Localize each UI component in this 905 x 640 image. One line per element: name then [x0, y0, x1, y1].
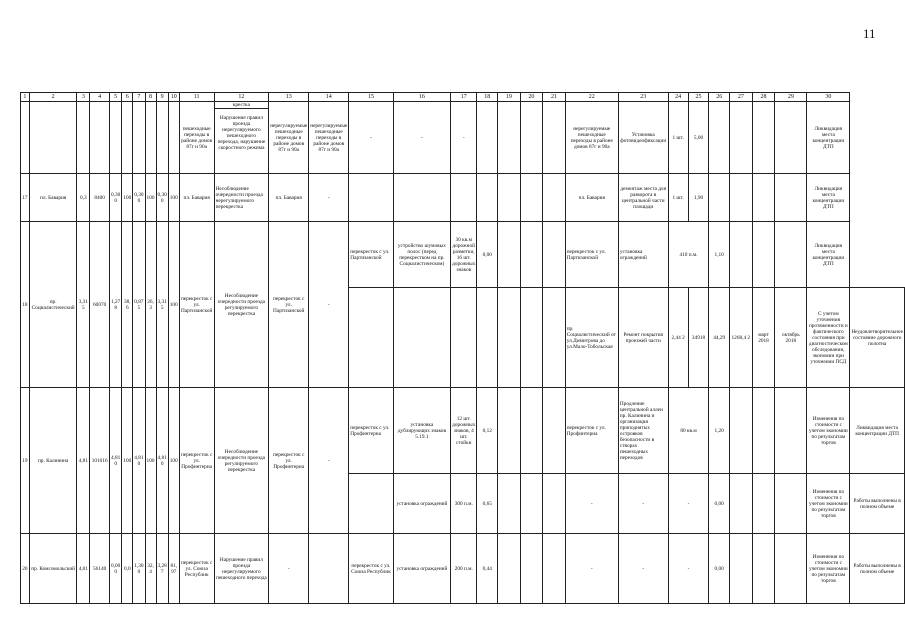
cell-cost: 0,44: [477, 534, 498, 604]
column-number: 27: [729, 93, 752, 102]
column-number: 13: [269, 93, 309, 102]
cell-value: 4,81 0: [133, 388, 145, 534]
cell-value: 0,3: [77, 174, 90, 222]
column-number: 22: [565, 93, 618, 102]
cell-value: 100: [122, 174, 133, 222]
column-number: 8: [145, 93, 156, 102]
cell-date: март 2018: [752, 288, 775, 388]
cell-measure: -: [618, 474, 668, 534]
column-number: 12: [214, 93, 269, 102]
cell-measure: Ремонт покрытия проезжей части: [618, 288, 668, 388]
cell-value: 100: [145, 388, 156, 534]
column-number: 17: [451, 93, 477, 102]
cell-location: пл. Бавария: [565, 174, 618, 222]
cell-value: -: [309, 174, 349, 222]
cell-location: перекресток с ул. Профинтерна: [349, 388, 393, 474]
cell-location: перекресток с ул. Профинтерна: [269, 388, 309, 534]
cell-cost: 1,10: [709, 222, 730, 288]
column-number: 18: [477, 93, 498, 102]
row-number: 19: [21, 388, 30, 534]
cell-measure: установка ограждений: [618, 222, 668, 288]
cell-volume: 34918: [688, 288, 709, 388]
column-number: 6: [122, 93, 133, 102]
cell-value: 3,31 5: [77, 222, 90, 388]
cell-measure: Установка фотовидеофиксации: [618, 102, 668, 174]
cell-volume: 410 п.м.: [668, 222, 709, 288]
page-number: 11: [863, 26, 876, 41]
table-row: [21, 388, 905, 474]
road-works-table-sheet: [20, 92, 905, 604]
cell-value: 3,31 5: [156, 222, 168, 388]
cell-cost: 0,12: [477, 388, 498, 474]
column-number: 25: [688, 93, 709, 102]
cell-measure: установка дублирующих знаков 5.19.1: [393, 388, 450, 474]
table-row: [21, 174, 905, 222]
column-number: 15: [349, 93, 393, 102]
cell-volume: -: [668, 474, 709, 534]
cell-result: Неудовлетворительное состояние дорожного полотна: [850, 288, 905, 388]
column-number: 14: [309, 93, 349, 102]
road-name: пр. Социалистический: [29, 222, 77, 388]
cell-violation: [214, 102, 269, 174]
column-number: 23: [618, 93, 668, 102]
cell-location: -: [565, 474, 618, 534]
cell-measure: установка ограждений: [393, 474, 450, 534]
cell-location: нерегулируемые пешеходные переходы в районе домов 87г и 90а: [565, 102, 618, 174]
cell-location: пр. Социалистический от ул.Димитрова до ул.Мало-Тобольская: [565, 288, 618, 388]
cell-value: 0,30 0: [156, 174, 168, 222]
cell-cost: 44,29: [709, 288, 730, 388]
table-row: [21, 222, 905, 288]
road-works-table: [20, 92, 905, 604]
cell-value: 4,81 0: [110, 388, 122, 534]
cell-result: Ликвидация места концентрации ДТП: [850, 388, 905, 474]
cell-value: 4,81 0: [156, 388, 168, 534]
column-number: 19: [498, 93, 521, 102]
cell-value: 100: [145, 174, 156, 222]
cell-value: 0,30 0: [110, 174, 122, 222]
column-number: 21: [543, 93, 566, 102]
cell-volume: 200 п.м.: [451, 534, 477, 604]
column-number: 26: [709, 93, 730, 102]
cell-violation-fragment: крестка: [215, 102, 269, 109]
cell-value: 26, 3: [145, 222, 156, 388]
cell-value: -: [393, 102, 450, 174]
cell-note: С учетом уточнения протяженности и фактического состояния при диагностическом обследовании, экономии при уточнении ПСД: [807, 288, 850, 388]
column-number: 10: [168, 93, 179, 102]
cell-value: -: [309, 222, 349, 388]
cell-cost: 1,20: [709, 388, 730, 474]
cell-location: нерегулируемые пешеходные переходы в районе домов 87г и 90а: [309, 102, 349, 174]
cell-location: перекресток с ул. Профинтерна: [179, 388, 214, 534]
column-number-row: [21, 93, 905, 102]
cell-value: 32, 4: [145, 534, 156, 604]
row-number: 18: [21, 222, 30, 388]
cell-value: 101016: [90, 388, 110, 534]
road-name: пр. Калинина: [29, 388, 77, 534]
cell-volume: 30 кв.м дорожной разметки, 16 шт. дорожных знаков: [451, 222, 477, 288]
cell-value: 0,30 0: [133, 174, 145, 222]
cell-location: перекресток с ул. Союза Республик: [179, 534, 214, 604]
cell-value: 1,30 0: [133, 534, 145, 604]
cell-value: 1268,4 2: [729, 288, 752, 388]
column-number: 3: [77, 93, 90, 102]
cell-location: перекресток с ул. Профинтерна: [565, 388, 618, 474]
cell-result: Работы выполнены в полном объеме: [850, 534, 905, 604]
cell-result: Ликвидация места концентрации ДТП: [807, 222, 850, 288]
table-row: [21, 102, 905, 174]
column-number: 9: [156, 93, 168, 102]
column-number: 7: [133, 93, 145, 102]
cell-location: перекресток с ул. Союза Республик: [349, 534, 393, 604]
cell-value: 2,44 2: [668, 288, 688, 388]
cell-value: 3,28 7: [156, 534, 168, 604]
cell-location: пл. Бавария: [179, 174, 214, 222]
cell-value: 60070: [90, 222, 110, 388]
road-name: пл. Бавария: [29, 174, 77, 222]
column-number: 11: [179, 93, 214, 102]
cell-cost: 0,00: [709, 534, 730, 604]
cell-location: перекресток с ул. Партизанской: [565, 222, 618, 288]
cell-value: 56140: [90, 534, 110, 604]
cell-value: 0,00 0: [110, 534, 122, 604]
cell-measure: демонтаж места для разворота в центральной части площади: [618, 174, 668, 222]
road-name: пр. Комсомольский: [29, 534, 77, 604]
cell-value: 38, 6: [122, 222, 133, 388]
cell-violation: Несоблюдение очередности проезда регулируемого перекрестка: [214, 388, 269, 534]
cell-value: 100: [168, 222, 179, 388]
cell-location: перекресток с ул. Партизанской: [349, 222, 393, 288]
cell-violation: Несоблюдение очередности проезда регулируемого перекрестка: [214, 222, 269, 388]
column-number: 20: [520, 93, 543, 102]
cell-value: 0,0: [122, 534, 133, 604]
cell-location: перекресток с ул. Партизанской: [269, 222, 309, 388]
cell-volume: 12 шт. дорожных знаков, 4 шт. стойки: [451, 388, 477, 474]
cell-cost: 5,00: [688, 102, 709, 174]
cell-note: Изменения по стоимости с учетом экономии по результатам торгов: [807, 474, 850, 534]
cell-violation: Нарушение правил проезда нерегулируемого пешеходного перехода: [214, 534, 269, 604]
column-number: 28: [752, 93, 775, 102]
row-number: 20: [21, 534, 30, 604]
cell-value: -: [451, 102, 477, 174]
cell-violation: Несоблюдение очередности проезда нерегулируемого перекрестка: [214, 174, 269, 222]
cell-value: -: [309, 388, 349, 534]
cell-location: нерегулируемые пешеходные переходы в районе домов 87г и 90а: [269, 102, 309, 174]
cell-value: -: [349, 102, 393, 174]
cell-measure: устройство шумовых полос (перед перекрестком на пр. Социалистическом): [393, 222, 450, 288]
cell-location: пешеходные переходы в районе домов 87г и 90а: [179, 102, 214, 174]
cell-result: Работы выполнены в полном объеме: [850, 474, 905, 534]
cell-cost: 1,90: [688, 174, 709, 222]
cell-cost: 0,00: [477, 222, 498, 288]
column-number: 5: [110, 93, 122, 102]
cell-note: Изменения по стоимости с учетом экономии по результатам торгов: [807, 388, 850, 474]
cell-measure: Продление центральной аллеи пр. Калинина и организация приподнятых островков безопасности в створах пешеходных переходов: [618, 388, 668, 474]
cell-violation-text: Нарушение правил проезда нерегулируемого пешеходного перехода, нарушение скоростного режима: [217, 115, 266, 151]
cell-volume: 1 шт.: [668, 174, 688, 222]
cell-value: 0,87 5: [133, 222, 145, 388]
cell-volume: 1 шт.: [668, 102, 688, 174]
column-number: 24: [668, 93, 688, 102]
cell-value: -: [269, 534, 309, 604]
cell-measure: -: [618, 534, 668, 604]
cell-value: 100: [168, 174, 179, 222]
cell-value: 100: [122, 388, 133, 534]
row-number: 17: [21, 174, 30, 222]
cell-value: 1,27 8: [110, 222, 122, 388]
cell-date: октябрь 2018: [775, 288, 807, 388]
cell-location: -: [565, 534, 618, 604]
cell-measure: установка ограждений: [393, 534, 450, 604]
cell-note: Изменения по стоимости с учетом экономии по результатам торгов: [807, 534, 850, 604]
cell-cost: 0,00: [709, 474, 730, 534]
column-number: 1: [21, 93, 30, 102]
cell-value: 4,81: [77, 388, 90, 534]
cell-result: Ликвидация места концентрации ДТП: [807, 102, 850, 174]
cell-location: пл. Бавария: [269, 174, 309, 222]
cell-location: перекресток с ул. Партизанской: [179, 222, 214, 388]
column-number: 4: [90, 93, 110, 102]
cell-volume: -: [668, 534, 709, 604]
cell-value: 81, 97: [168, 534, 179, 604]
column-number: 2: [29, 93, 77, 102]
cell-value: 8400: [90, 174, 110, 222]
column-number: 30: [807, 93, 850, 102]
column-number: 16: [393, 93, 450, 102]
cell-result: Ликвидация места концентрации ДТП: [807, 174, 850, 222]
cell-volume: 300 п.м.: [451, 474, 477, 534]
cell-value: 4,01: [77, 534, 90, 604]
column-number: 29: [775, 93, 807, 102]
cell-value: 100: [168, 388, 179, 534]
cell-cost: 0,65: [477, 474, 498, 534]
table-row: [21, 534, 905, 604]
cell-volume: 80 кв.м: [668, 388, 709, 474]
